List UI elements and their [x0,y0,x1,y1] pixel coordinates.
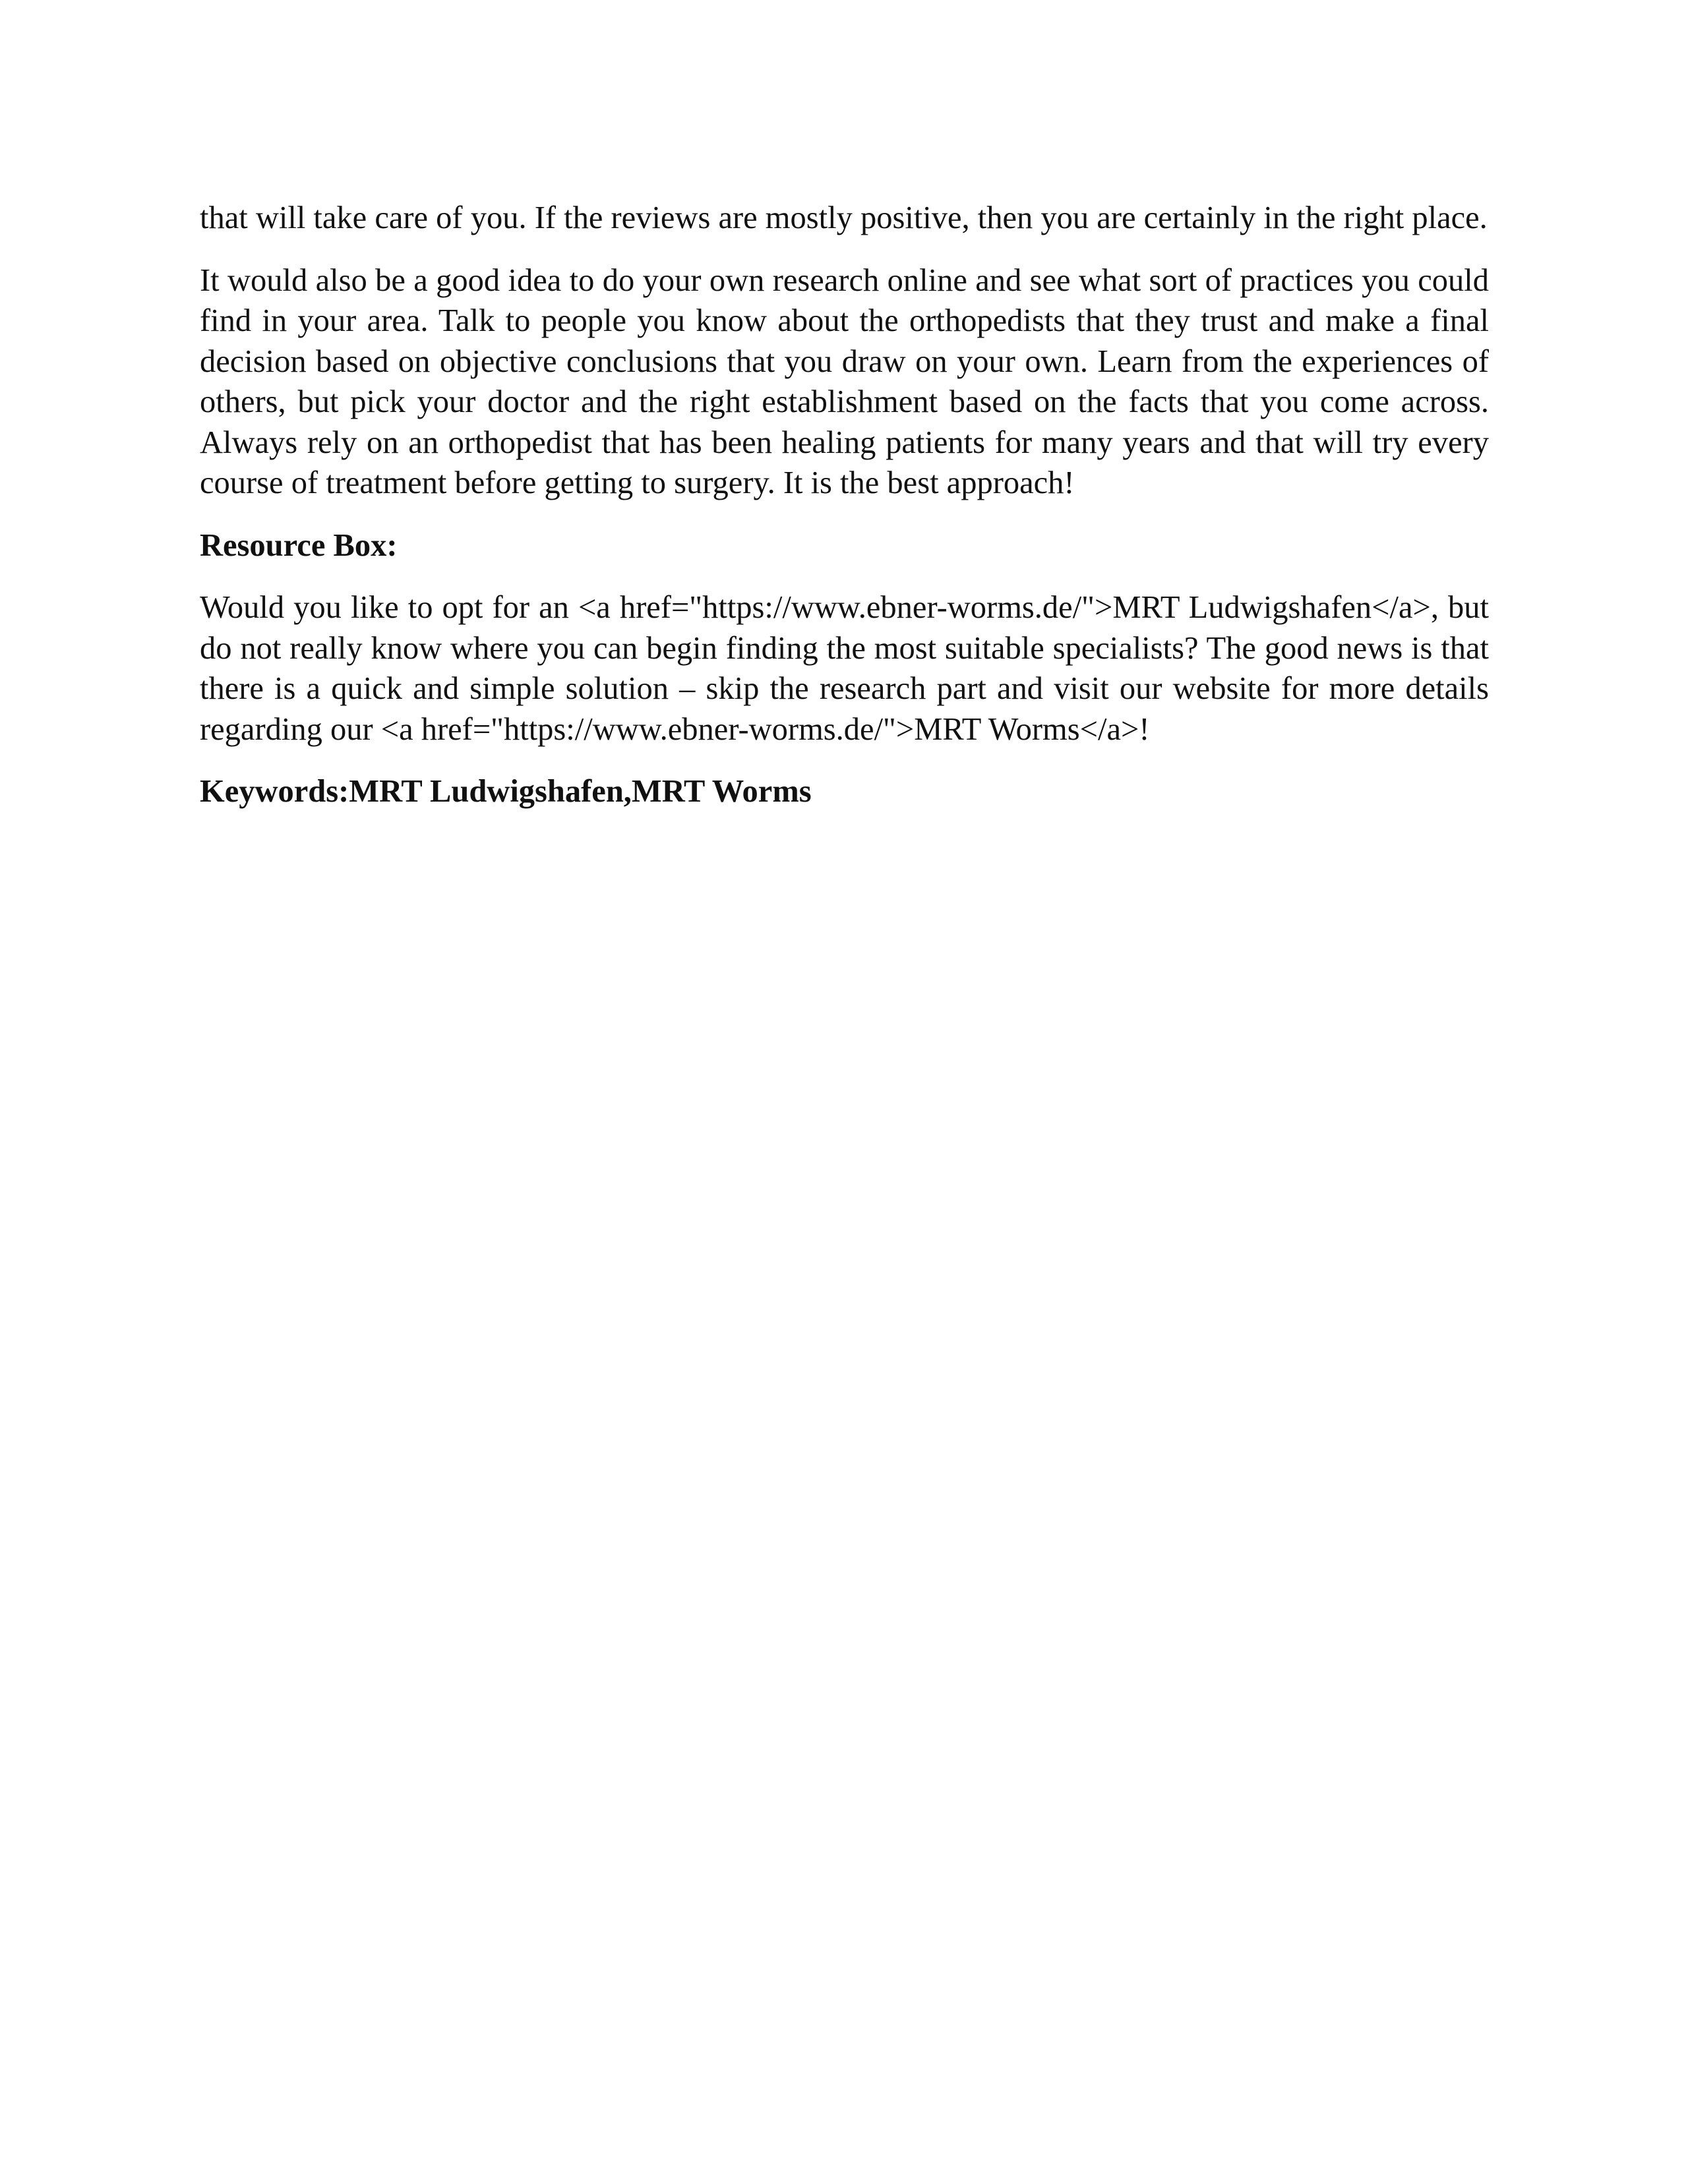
keywords-line: Keywords:MRT Ludwigshafen,MRT Worms [200,774,812,809]
resource-box-heading: Resource Box: [200,527,398,563]
paragraph-reviews: that will take care of you. If the reviews are mostly positive, then you are certainly in the right place. [200,200,1488,235]
paragraph-resource-box: Would you like to opt for an <a href="https://www.ebner-worms.de/">MRT Ludwigshafen</a>, but do not really know where you can begin finding the most suitable specialists? The good news is that there is a quick and simple solution – skip the research part and visit our website for more details regarding our <a href="https://www.ebner-worms.de/">MRT Worms</a>! [200,590,1489,747]
paragraph-research: It would also be a good idea to do your own research online and see what sort of practices you could find in your area. Talk to people you know about the orthopedists that they trust and make a final decision based on objective conclusions that you draw on your own. Learn from the experiences of others, but pick your doctor and the right establishment based on the facts that you come across. Always rely on an orthopedist that has been healing patients for many years and that will try every course of treatment before getting to surgery. It is the best approach! [200,262,1489,500]
document-body [200,198,1489,834]
